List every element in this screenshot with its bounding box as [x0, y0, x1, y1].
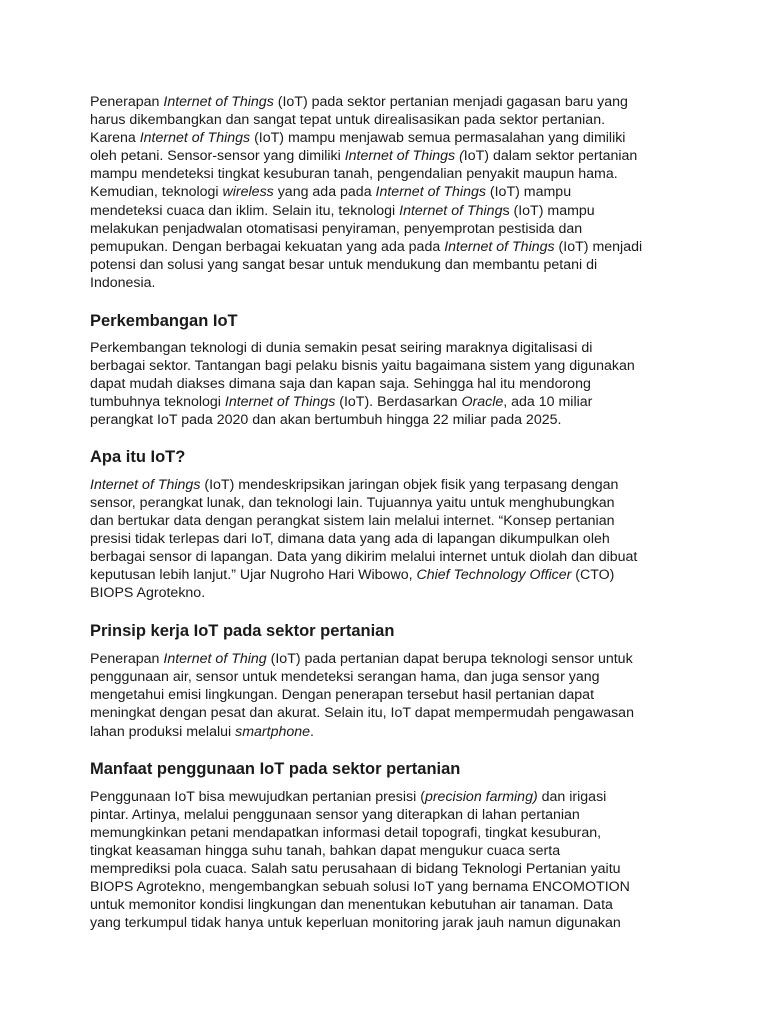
heading-manfaat: Manfaat penggunaan IoT pada sektor pertanian — [90, 759, 461, 778]
italic-term: Internet of Things — [163, 94, 274, 110]
text-line: yang terkumpul tidak hanya untuk keperluan monitoring jarak jauh namun digunakan — [90, 915, 621, 932]
text-line: potensi dan solusi yang sangat besar untuk mendukung dan membantu petani di — [90, 256, 598, 273]
text-line: memprediksi pola cuaca. Salah satu perusahaan di bidang Teknologi Pertanian yaitu — [90, 861, 621, 877]
text-line: Perkembangan teknologi di dunia semakin pesat seiring maraknya digitalisasi di — [90, 340, 593, 357]
italic-term: Oracle — [461, 394, 504, 411]
italic-term: Internet of Things ( — [344, 148, 464, 165]
text-line: tingkat keasaman hingga suhu tanah, bahkan dapat mengukur cuaca serta — [90, 842, 561, 859]
text-line: perangkat IoT pada 2020 dan akan bertumbuh hingga 22 miliar pada 2025. — [90, 412, 562, 429]
italic-term: Internet of Thing — [399, 202, 503, 219]
paragraph-perkembangan — [90, 339, 690, 429]
italic-term: Internet of Things — [375, 184, 486, 201]
text-line: oleh petani. Sensor-sensor yang dimiliki Internet of Things (IoT) dalam sektor pertanian — [90, 148, 638, 165]
italic-term: precision farming) — [424, 788, 538, 805]
text-line: presisi tidak terlepas dari IoT, dimana data yang ada di lapangan dikumpulkan oleh — [90, 530, 610, 547]
text-line: meningkat dengan pesat dan akurat. Selain itu, IoT dapat mempermudah pengawasan — [90, 705, 634, 722]
text-line: berbagai sektor. Tantangan bagi pelaku bisnis yaitu bagaimana sistem yang digunakan — [90, 358, 635, 375]
text-line: tumbuhnya teknologi Internet of Things (IoT). Berdasarkan Oracle, ada 10 miliar — [90, 394, 593, 411]
italic-term: wireless — [222, 184, 274, 201]
text-line: Karena Internet of Things (IoT) mampu menjawab semua permasalahan yang dimiliki — [90, 130, 626, 147]
text-line: Kemudian, teknologi wireless yang ada pada Internet of Things (IoT) mampu — [90, 184, 572, 201]
text-line: sensor, perangkat lunak, dan teknologi lain. Tujuannya yaitu untuk menghubungkan — [90, 494, 615, 511]
italic-term: smartphone — [235, 723, 311, 740]
text-line: Internet of Things (IoT) mendeskripsikan jaringan objek fisik yang terpasang dengan — [90, 476, 619, 493]
text-line: dapat mudah diakses dimana saja dan kapan saja. Sehingga hal itu mendorong — [90, 376, 591, 393]
heading-perkembangan-iot: Perkembangan IoT — [90, 312, 238, 331]
text-line: berbagai sensor di lapangan. Data yang dikirim melalui internet untuk diolah dan dibuat — [90, 548, 638, 565]
text-line: Penerapan Internet of Thing (IoT) pada pertanian dapat berupa teknologi sensor untuk — [90, 651, 633, 668]
heading-prinsip-kerja: Prinsip kerja IoT pada sektor pertanian — [90, 622, 395, 641]
text-line: pemupukan. Dengan berbagai kekuatan yang ada pada Internet of Things (IoT) menjadi — [90, 238, 643, 255]
italic-term: Internet of Things — [90, 476, 201, 493]
text-line: Penggunaan IoT bisa mewujudkan pertanian presisi (precision farming) dan irigasi — [90, 788, 607, 805]
text-line: melakukan penjadwalan otomatisasi penyiraman, penyemprotan pestisida dan — [90, 220, 583, 237]
text-line: BIOPS Agrotekno. — [90, 585, 206, 602]
text-line: keputusan lebih lanjut.” Ujar Nugroho Hari Wibowo, Chief Technology Officer (CTO) — [90, 566, 615, 583]
heading-apa-itu-iot: Apa itu IoT? — [90, 447, 186, 466]
italic-term: Internet of Thing — [163, 651, 267, 668]
text-line: memungkinkan petani mendapatkan informasi detail topografi, tingkat kesuburan, — [90, 824, 602, 841]
text-line: mengetahui emisi lingkungan. Dengan penerapan tersebut hasil pertanian dapat — [90, 687, 595, 704]
text-line: pintar. Artinya, melalui penggunaan sensor yang diterapkan di lahan pertanian — [90, 806, 580, 823]
italic-term: Internet of Things — [224, 394, 336, 411]
text-line: BIOPS Agrotekno, mengembangkan sebuah solusi IoT yang bernama ENCOMOTION — [90, 879, 630, 896]
text-line: lahan produksi melalui smartphone. — [90, 723, 314, 740]
document-body — [90, 93, 690, 932]
text-line: penggunaan air, sensor untuk mendeteksi serangan hama, dan juga sensor yang — [90, 669, 600, 686]
paragraph-apa-itu-iot — [90, 476, 690, 603]
text-line: Penerapan Internet of Things (IoT) pada sektor pertanian menjadi gagasan baru yang — [90, 94, 628, 110]
text-line: untuk memonitor kondisi lingkungan dan menentukan kebutuhan air tanaman. Data — [90, 897, 613, 914]
italic-term: Internet of Things — [444, 238, 555, 255]
text-line: mendeteksi cuaca dan iklim. Selain itu, teknologi Internet of Things (IoT) mampu — [90, 202, 595, 219]
italic-term: Chief Technology Officer — [416, 566, 572, 583]
text-line: harus dikembangkan dan sangat tepat untuk direalisasikan pada sektor pertanian. — [90, 112, 606, 129]
italic-term: Internet of Things — [139, 130, 251, 147]
intro-paragraph — [90, 93, 690, 292]
paragraph-prinsip-kerja — [90, 650, 690, 740]
paragraph-manfaat — [90, 788, 690, 933]
text-line: mampu mendeteksi tingkat kesuburan tanah, pengendalian penyakit maupun hama. — [90, 166, 618, 183]
text-line: dan bertukar data dengan perangkat sistem lain melalui internet. “Konsep pertanian — [90, 512, 615, 529]
text-line: Indonesia. — [90, 274, 156, 291]
